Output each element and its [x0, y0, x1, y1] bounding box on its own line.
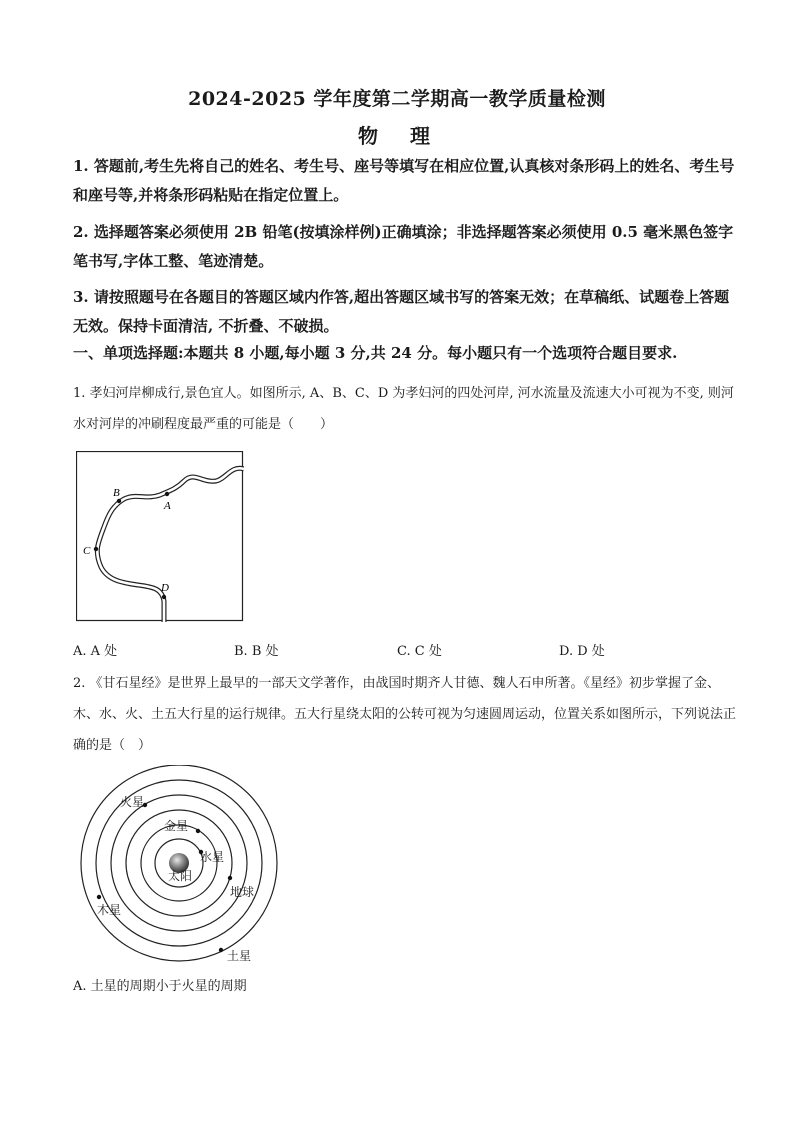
label-mars: 火星	[120, 795, 145, 809]
venus-dot	[196, 829, 200, 833]
point-d-dot	[162, 595, 166, 599]
point-a-dot	[165, 492, 169, 496]
q1-option-d[interactable]: D. D 处	[559, 644, 605, 659]
note-3: 3. 请按照题号在各题目的答题区域内作答,超出答题区域书写的答案无效；在草稿纸、试题卷上答题无效。保持卡面清洁, 不折叠、不破损。	[73, 288, 730, 335]
jupiter-dot	[97, 895, 101, 899]
q1-option-a[interactable]: A. A 处	[73, 644, 118, 659]
label-c: C	[83, 545, 91, 557]
q1-option-b[interactable]: B. B 处	[234, 644, 279, 659]
saturn-dot	[219, 948, 223, 952]
question-2-text: 2. 《甘石星经》是世界上最早的一部天文学著作，由战国时期齐人甘德、魏人石申所著。《星经》初步掌握了金、木、水、火、土五大行星的运行规律。五大行星绕太阳的公转可视为匀速圆周运动，位置关系如图所示，下列说法正确的是（ ）	[73, 676, 737, 753]
point-b-dot	[117, 499, 121, 503]
earth-dot	[228, 876, 232, 880]
section-heading: 一、单项选择题:本题共 8 小题,每小题 3 分,共 24 分。每小题只有一个选项符合题目要求.	[73, 344, 678, 362]
label-a: A	[164, 500, 171, 512]
question-1-text: 1. 孝妇河岸柳成行,景色宜人。如图所示, A、B、C、D 为孝妇河的四处河岸, 河水流量及流速大小可视为不变, 则河水对河岸的冲刷程度最严重的可能是（ ）	[73, 386, 734, 432]
label-mercury: 水星	[200, 850, 225, 864]
note-2: 2. 选择题答案必须使用 2B 铅笔(按填涂样例)正确填涂；非选择题答案必须使用 0.5 毫米黑色签字笔书写,字体工整、笔迹清楚。	[73, 223, 734, 270]
label-jupiter: 木星	[97, 903, 122, 917]
subject-title: 物 理	[358, 124, 436, 148]
q1-option-c[interactable]: C. C 处	[397, 644, 442, 659]
river-figure	[76, 451, 244, 622]
label-b: B	[113, 487, 120, 499]
label-d: D	[161, 582, 169, 594]
q2-option-a[interactable]: A. 土星的周期小于火星的周期	[73, 979, 247, 994]
label-earth: 地球	[230, 885, 255, 899]
label-saturn: 土星	[227, 949, 252, 963]
exam-title: 2024-2025 学年度第二学期高一教学质量检测	[188, 88, 606, 110]
solar-system-figure	[80, 765, 280, 965]
point-c-dot	[94, 547, 98, 551]
note-1: 1. 答题前,考生先将自己的姓名、考生号、座号等填写在相应位置,认真核对条形码上的姓名、考生号和座号等,并将条形码粘贴在指定位置上。	[73, 157, 735, 204]
label-venus: 金星	[164, 819, 189, 833]
label-sun: 太阳	[168, 869, 193, 883]
